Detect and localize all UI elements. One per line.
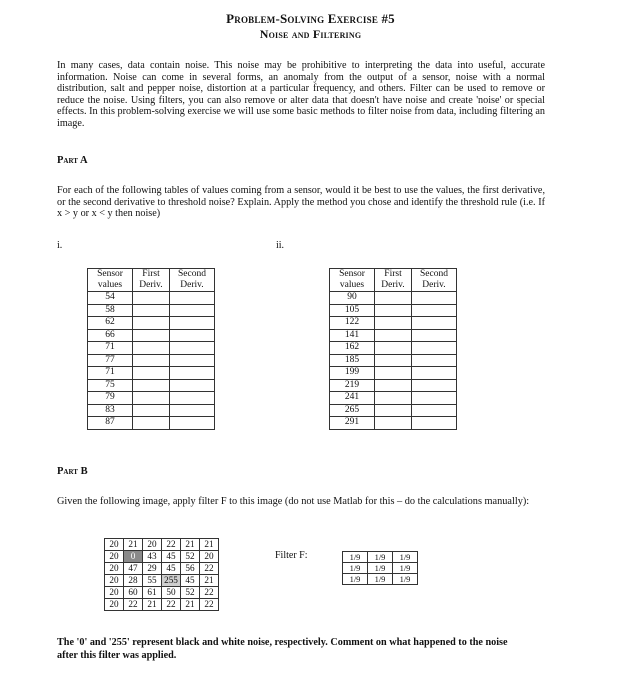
second-deriv-cell — [412, 317, 457, 330]
header-second-deriv: Second Deriv. — [412, 269, 457, 292]
first-deriv-cell — [133, 342, 170, 355]
first-deriv-cell — [133, 392, 170, 405]
header-first-deriv: First Deriv. — [133, 269, 170, 292]
table-row — [88, 317, 215, 330]
filter-cell: 1/9 — [368, 574, 393, 585]
filter-cell: 1/9 — [368, 552, 393, 563]
part-a-heading: Part A — [57, 155, 88, 166]
header-sensor-values: Sensor values — [88, 269, 133, 292]
first-deriv-cell — [133, 417, 170, 430]
image-cell: 29 — [143, 563, 162, 575]
sensor-value-cell: 83 — [88, 404, 133, 417]
filter-cell: 1/9 — [343, 574, 368, 585]
table-row — [330, 304, 457, 317]
image-row — [105, 599, 219, 611]
second-deriv-cell — [412, 342, 457, 355]
image-row — [105, 575, 219, 587]
image-cell: 21 — [200, 539, 219, 551]
second-deriv-cell — [170, 317, 215, 330]
first-deriv-cell — [375, 342, 412, 355]
image-cell: 20 — [105, 587, 124, 599]
sensor-value-cell: 71 — [88, 367, 133, 380]
sensor-value-cell: 291 — [330, 417, 375, 430]
table-row — [88, 404, 215, 417]
second-deriv-cell — [170, 329, 215, 342]
sensor-value-cell: 185 — [330, 354, 375, 367]
second-deriv-cell — [412, 379, 457, 392]
page-subtitle: Noise and Filtering — [259, 27, 362, 41]
second-deriv-cell — [412, 404, 457, 417]
filter-cell: 1/9 — [393, 574, 418, 585]
sensor-value-cell: 141 — [330, 329, 375, 342]
image-cell: 45 — [162, 551, 181, 563]
image-cell: 28 — [124, 575, 143, 587]
table-row — [88, 354, 215, 367]
first-deriv-cell — [375, 354, 412, 367]
second-deriv-cell — [170, 404, 215, 417]
second-deriv-cell — [170, 342, 215, 355]
filter-cell: 1/9 — [393, 563, 418, 574]
filter-label: Filter F: — [275, 550, 308, 561]
header-first-deriv: First Deriv. — [375, 269, 412, 292]
image-cell: 60 — [124, 587, 143, 599]
second-deriv-cell — [412, 329, 457, 342]
sensor-value-cell: 87 — [88, 417, 133, 430]
image-cell: 20 — [105, 539, 124, 551]
second-deriv-cell — [412, 304, 457, 317]
first-deriv-cell — [133, 367, 170, 380]
image-cell: 22 — [200, 563, 219, 575]
intro-paragraph: In many cases, data contain noise. This noise may be prohibitive to interpreting the data into useful, accurate information. Noise can come in several forms, an anomaly from the output of a sensor, noise with a normal distribution, salt and pepper noise, distortion at a particular frequency, and others. Filter can be used to remove or reduce the noise. Using filters, you can also remove or alter data that doesn't have noise and create 'noise' or special effects. In this problem-solving exercise we will use some basic methods to filter noise from data, including filtering an image. — [57, 60, 545, 129]
sensor-value-cell: 162 — [330, 342, 375, 355]
first-deriv-cell — [375, 367, 412, 380]
image-cell: 22 — [124, 599, 143, 611]
first-deriv-cell — [133, 292, 170, 305]
second-deriv-cell — [170, 392, 215, 405]
second-deriv-cell — [412, 292, 457, 305]
second-deriv-cell — [412, 392, 457, 405]
image-cell: 21 — [124, 539, 143, 551]
sensor-value-cell: 90 — [330, 292, 375, 305]
sensor-value-cell: 62 — [88, 317, 133, 330]
first-deriv-cell — [375, 404, 412, 417]
image-cell: 22 — [162, 599, 181, 611]
filter-cell: 1/9 — [343, 563, 368, 574]
sensor-value-cell: 219 — [330, 379, 375, 392]
image-cell: 0 — [124, 551, 143, 563]
table-row — [88, 417, 215, 430]
sensor-value-cell: 77 — [88, 354, 133, 367]
table-row — [330, 317, 457, 330]
image-cell: 21 — [181, 539, 200, 551]
image-cell: 21 — [143, 599, 162, 611]
table-row — [330, 354, 457, 367]
second-deriv-cell — [170, 417, 215, 430]
table-row — [330, 379, 457, 392]
first-deriv-cell — [375, 292, 412, 305]
first-deriv-cell — [133, 317, 170, 330]
table-row — [88, 367, 215, 380]
header-sensor-values: Sensor values — [330, 269, 375, 292]
sensor-value-cell: 71 — [88, 342, 133, 355]
image-row — [105, 587, 219, 599]
second-deriv-cell — [170, 367, 215, 380]
image-cell: 45 — [181, 575, 200, 587]
image-matrix — [104, 538, 219, 611]
part-a-instructions: For each of the following tables of values coming from a sensor, would it be best to use the values, the first derivative, or the second derivative to threshold noise? Explain. Apply the method you chose and identify the threshold rule (i.e. If x > y or x < y then noise) — [57, 185, 545, 219]
sensor-value-cell: 241 — [330, 392, 375, 405]
second-deriv-cell — [170, 304, 215, 317]
image-row — [105, 563, 219, 575]
second-deriv-cell — [170, 292, 215, 305]
image-cell: 61 — [143, 587, 162, 599]
image-cell: 55 — [143, 575, 162, 587]
sensor-value-cell: 265 — [330, 404, 375, 417]
second-deriv-cell — [412, 354, 457, 367]
table-row — [88, 304, 215, 317]
table-row — [330, 367, 457, 380]
image-cell: 22 — [200, 599, 219, 611]
part-b-instructions: Given the following image, apply filter F to this image (do not use Matlab for this – do the calculations manually): — [57, 496, 530, 507]
image-cell: 45 — [162, 563, 181, 575]
table-row — [88, 329, 215, 342]
image-cell: 22 — [200, 587, 219, 599]
table-row — [330, 342, 457, 355]
filter-row — [343, 552, 418, 563]
table-row — [330, 329, 457, 342]
second-deriv-cell — [170, 354, 215, 367]
sensor-value-cell: 122 — [330, 317, 375, 330]
header-second-deriv: Second Deriv. — [170, 269, 215, 292]
table-row — [330, 392, 457, 405]
first-deriv-cell — [375, 329, 412, 342]
image-cell: 22 — [162, 539, 181, 551]
table-i-label: i. — [57, 240, 63, 251]
first-deriv-cell — [375, 317, 412, 330]
image-cell: 52 — [181, 587, 200, 599]
table-row — [88, 292, 215, 305]
filter-row — [343, 574, 418, 585]
image-cell: 21 — [181, 599, 200, 611]
first-deriv-cell — [133, 329, 170, 342]
filter-cell: 1/9 — [368, 563, 393, 574]
second-deriv-cell — [412, 417, 457, 430]
image-cell: 52 — [181, 551, 200, 563]
filter-matrix — [342, 551, 418, 585]
first-deriv-cell — [133, 379, 170, 392]
image-cell: 47 — [124, 563, 143, 575]
image-cell: 255 — [162, 575, 181, 587]
image-cell: 20 — [105, 551, 124, 563]
second-deriv-cell — [170, 379, 215, 392]
image-cell: 20 — [143, 539, 162, 551]
first-deriv-cell — [133, 304, 170, 317]
sensor-value-cell: 199 — [330, 367, 375, 380]
table-row — [88, 379, 215, 392]
image-cell: 20 — [105, 599, 124, 611]
image-cell: 20 — [105, 563, 124, 575]
image-cell: 50 — [162, 587, 181, 599]
table-row — [88, 392, 215, 405]
sensor-value-cell: 79 — [88, 392, 133, 405]
first-deriv-cell — [133, 354, 170, 367]
image-cell: 20 — [105, 575, 124, 587]
sensor-value-cell: 66 — [88, 329, 133, 342]
first-deriv-cell — [375, 417, 412, 430]
filter-cell: 1/9 — [343, 552, 368, 563]
sensor-table-ii — [329, 268, 457, 430]
image-row — [105, 539, 219, 551]
first-deriv-cell — [375, 392, 412, 405]
table-row — [330, 292, 457, 305]
sensor-value-cell: 54 — [88, 292, 133, 305]
part-b-question: The '0' and '255' represent black and white noise, respectively. Comment on what happened to the noise after this filter was applied. — [57, 637, 508, 661]
page-title: Problem-Solving Exercise #5 — [226, 11, 395, 26]
table-row — [330, 404, 457, 417]
filter-row — [343, 563, 418, 574]
first-deriv-cell — [375, 304, 412, 317]
sensor-value-cell: 58 — [88, 304, 133, 317]
first-deriv-cell — [375, 379, 412, 392]
image-cell: 21 — [200, 575, 219, 587]
part-b-heading: Part B — [57, 466, 88, 477]
image-row — [105, 551, 219, 563]
table-row — [330, 417, 457, 430]
table-row — [88, 342, 215, 355]
image-cell: 56 — [181, 563, 200, 575]
second-deriv-cell — [412, 367, 457, 380]
table-ii-label: ii. — [276, 240, 285, 251]
sensor-table-i — [87, 268, 215, 430]
sensor-value-cell: 75 — [88, 379, 133, 392]
image-cell: 43 — [143, 551, 162, 563]
filter-cell: 1/9 — [393, 552, 418, 563]
image-cell: 20 — [200, 551, 219, 563]
sensor-value-cell: 105 — [330, 304, 375, 317]
first-deriv-cell — [133, 404, 170, 417]
